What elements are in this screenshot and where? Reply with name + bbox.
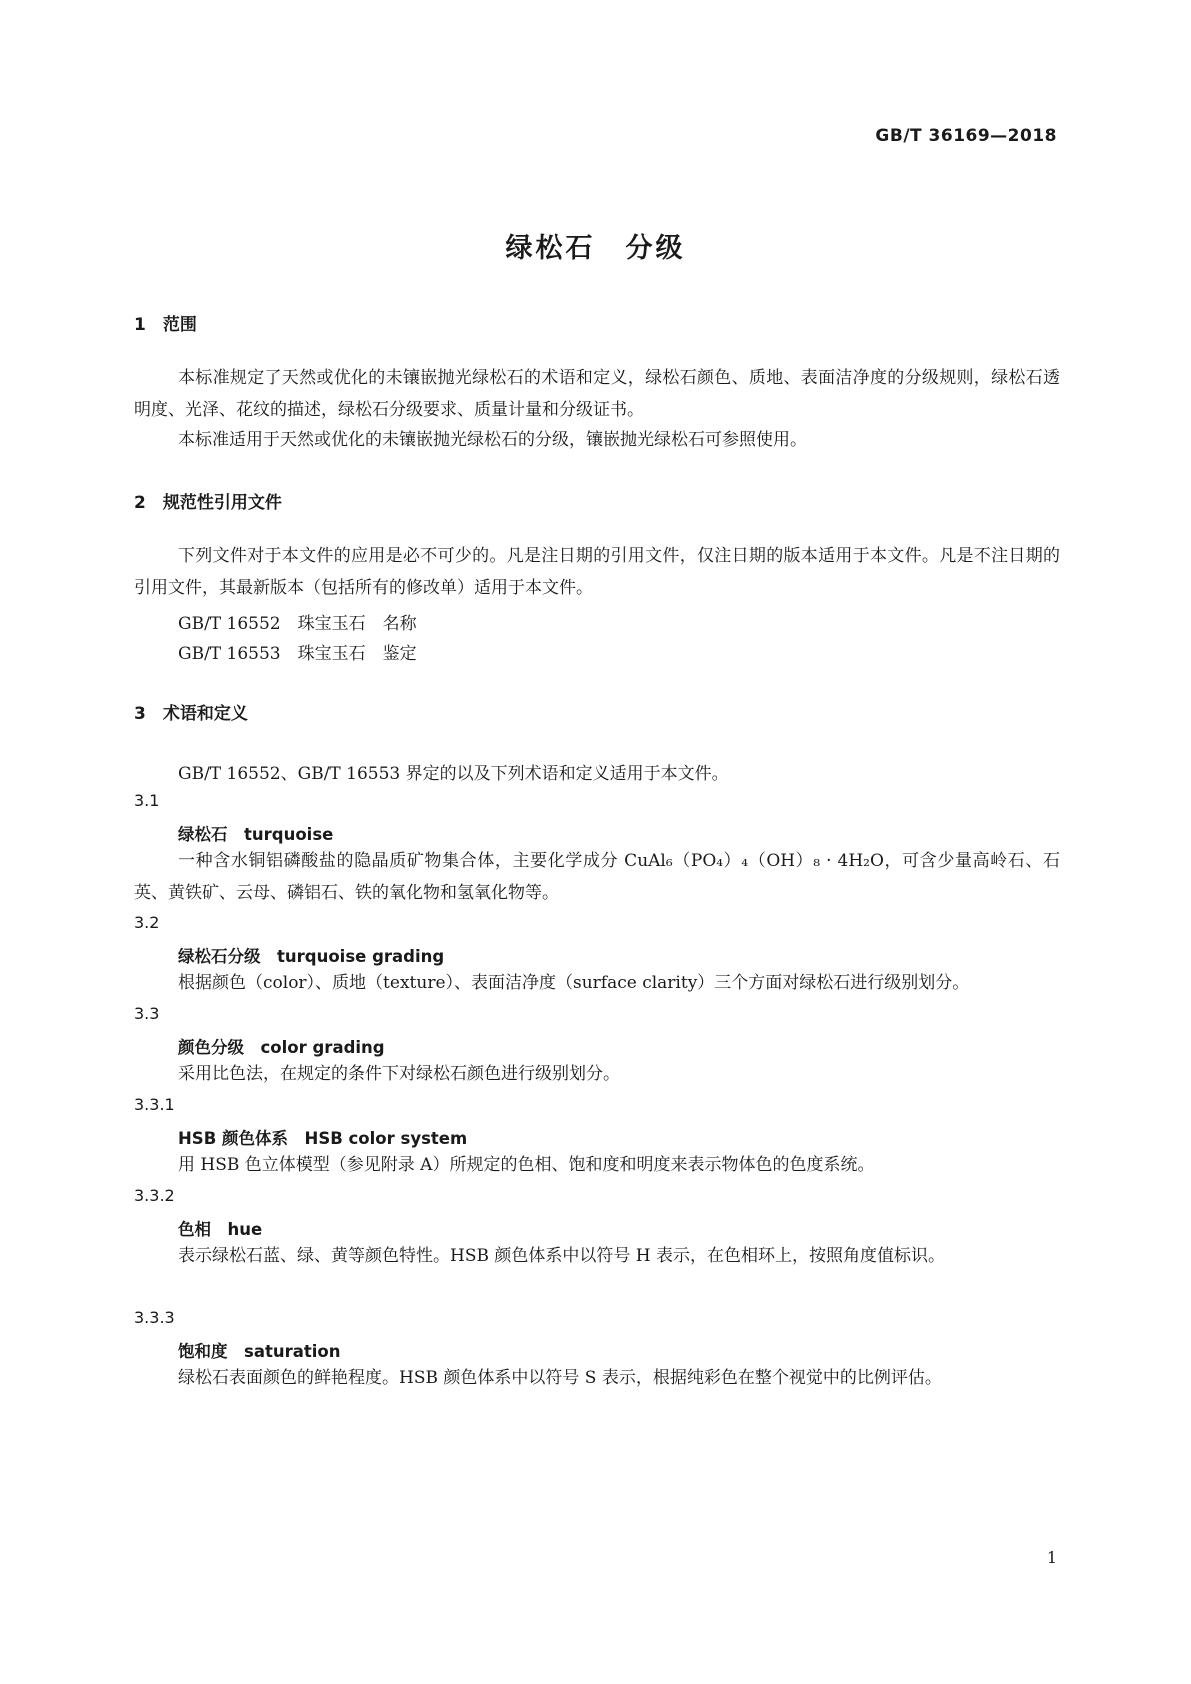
- clause-3-3-3-number: 3.3.3: [134, 1308, 175, 1327]
- clause-3-1-term: 绿松石 turquoise: [178, 825, 334, 844]
- normative-reference-2: GB/T 16553 珠宝玉石 鉴定: [178, 644, 417, 664]
- clause-3-3-1-definition: 用 HSB 色立体模型（参见附录 A）所规定的色相、饱和度和明度来表示物体色的色度系统。: [178, 1155, 875, 1175]
- clause-3-2-term: 绿松石分级 turquoise grading: [178, 947, 445, 966]
- clause-3-3-2-term: 色相 hue: [178, 1220, 263, 1239]
- clause-3-2-number: 3.2: [134, 913, 160, 932]
- document-title: 绿松石 分级: [505, 233, 686, 264]
- clause-3-3-2-number: 3.3.2: [134, 1186, 175, 1205]
- section-1-heading: 1 范围: [134, 315, 197, 335]
- clause-3-3-definition: 采用比色法，在规定的条件下对绿松石颜色进行级别划分。: [178, 1064, 620, 1084]
- section-1-paragraph-1: 本标准规定了天然或优化的未镶嵌抛光绿松石的术语和定义，绿松石颜色、质地、表面洁净度的分级规则，绿松石透明度、光泽、花纹的描述，绿松石分级要求、质量计量和分级证书。: [134, 368, 1060, 420]
- clause-3-1-definition: 一种含水铜铝磷酸盐的隐晶质矿物集合体，主要化学成分 CuAl₆（PO₄）₄（OH）₈ · 4H₂O，可含少量高岭石、石英、黄铁矿、云母、磷铝石、铁的氧化物和氢氧化物等。: [134, 851, 1060, 903]
- clause-3-3-number: 3.3: [134, 1004, 160, 1023]
- section-1-paragraph-2: 本标准适用于天然或优化的未镶嵌抛光绿松石的分级，镶嵌抛光绿松石可参照使用。: [178, 430, 807, 450]
- clause-3-3-1-term: HSB 颜色体系 HSB color system: [178, 1129, 468, 1148]
- clause-3-3-term: 颜色分级 color grading: [178, 1038, 385, 1057]
- section-3-intro: GB/T 16552、GB/T 16553 界定的以及下列术语和定义适用于本文件。: [178, 764, 729, 784]
- clause-3-1-number: 3.1: [134, 791, 160, 810]
- clause-3-3-1-number: 3.3.1: [134, 1095, 175, 1114]
- clause-3-3-3-definition: 绿松石表面颜色的鲜艳程度。HSB 颜色体系中以符号 S 表示，根据纯彩色在整个视觉中的比例评估。: [178, 1368, 942, 1388]
- section-2-paragraph-1: 下列文件对于本文件的应用是必不可少的。凡是注日期的引用文件，仅注日期的版本适用于本文件。凡是不注日期的引用文件，其最新版本（包括所有的修改单）适用于本文件。: [134, 546, 1060, 598]
- clause-3-3-3-term: 饱和度 saturation: [178, 1342, 341, 1361]
- section-2-heading: 2 规范性引用文件: [134, 493, 282, 513]
- clause-3-2-definition: 根据颜色（color）、质地（texture）、表面洁净度（surface clarity）三个方面对绿松石进行级别划分。: [178, 973, 970, 993]
- section-3-heading: 3 术语和定义: [134, 704, 248, 724]
- clause-3-3-2-definition: 表示绿松石蓝、绿、黄等颜色特性。HSB 颜色体系中以符号 H 表示，在色相环上，按照角度值标识。: [178, 1246, 945, 1266]
- standard-number: GB/T 36169—2018: [875, 126, 1057, 146]
- normative-reference-1: GB/T 16552 珠宝玉石 名称: [178, 614, 417, 634]
- page-number: 1: [1046, 1548, 1057, 1567]
